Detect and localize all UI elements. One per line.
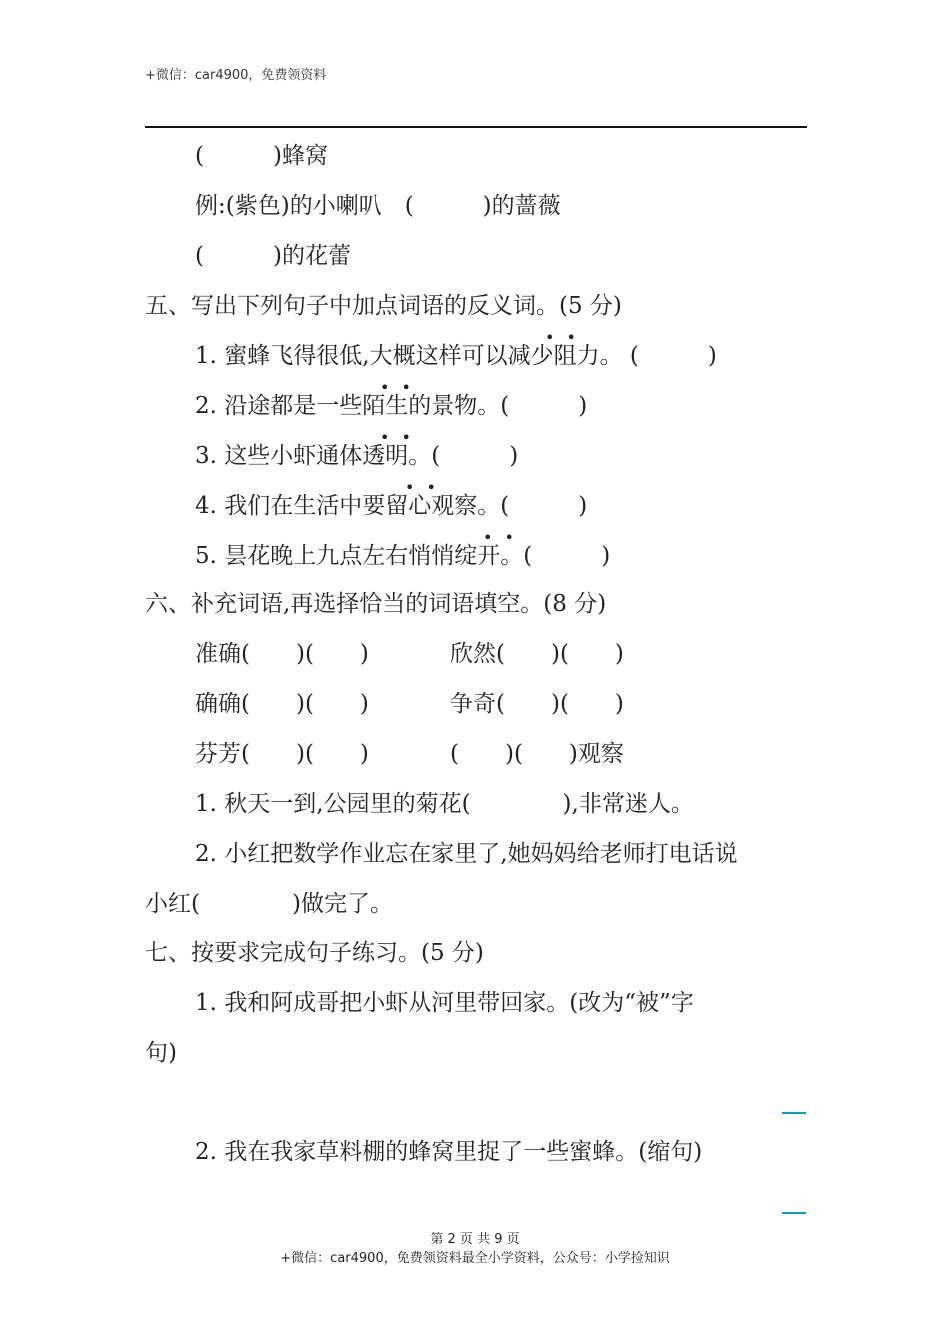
fill-2: 2. 小红把数学作业忘在家里了,她妈妈给老师打电话说 — [195, 841, 738, 867]
q5-4: 4. 我们在生活中要留心观察。( ) — [195, 493, 588, 519]
fill-2-cont: 小红( )做完了。 — [145, 891, 393, 917]
word-queque: 确确( )( ) — [195, 691, 369, 717]
q7-1-cont: 句) — [145, 1040, 177, 1066]
section-5-heading: 五、写出下列句子中加点词语的反义词。(5 分) — [145, 293, 622, 319]
section-7-heading: 七、按要求完成句子练习。(5 分) — [145, 940, 484, 966]
answer-blank — [782, 1212, 806, 1214]
line-example: 例:(紫色)的小喇叭 ( )的蔷薇 — [195, 193, 561, 219]
answer-blank — [782, 1112, 806, 1114]
q5-2: 2. 沿途都是一些陌生的景物。( ) — [195, 393, 588, 419]
q7-2: 2. 我在我家草料棚的蜂窝里捉了一些蜜蜂。(缩句) — [195, 1139, 703, 1165]
header-watermark: +微信：car4900，免费领资料 — [145, 68, 327, 83]
line-fengwo: ( )蜂窝 — [195, 143, 328, 169]
emphasis-dots: •• — [380, 428, 423, 447]
q5-1: 1. 蜜蜂飞得很低,大概这样可以减少阻力。 ( ) — [195, 343, 717, 369]
header-rule — [145, 126, 807, 128]
q7-1: 1. 我和阿成哥把小虾从河里带回家。(改为“被”字 — [195, 990, 694, 1016]
footer-watermark: +微信：car4900，免费领资料最全小学资料，公众号：小学捡知识 — [280, 1251, 670, 1266]
q5-5: 5. 昙花晚上九点左右悄悄绽开。( ) — [195, 543, 611, 569]
emphasis-dots: •• — [545, 328, 588, 347]
q5-3: 3. 这些小虾通体透明。( ) — [195, 443, 519, 469]
emphasis-dots: •• — [483, 528, 526, 547]
emphasis-dots: •• — [380, 378, 423, 397]
page-number: 第 2 页 共 9 页 — [430, 1232, 520, 1247]
word-guancha: ( )( )观察 — [450, 741, 624, 767]
word-zhunque: 准确( )( ) — [195, 641, 369, 667]
word-zhengqi: 争奇( )( ) — [450, 691, 624, 717]
word-xinran: 欣然( )( ) — [450, 641, 624, 667]
emphasis-dots: •• — [405, 478, 448, 497]
section-6-heading: 六、补充词语,再选择恰当的词语填空。(8 分) — [145, 591, 607, 617]
line-hualei: ( )的花蕾 — [195, 243, 351, 269]
fill-1: 1. 秋天一到,公园里的菊花( ),非常迷人。 — [195, 791, 694, 817]
word-fenfang: 芬芳( )( ) — [195, 741, 369, 767]
